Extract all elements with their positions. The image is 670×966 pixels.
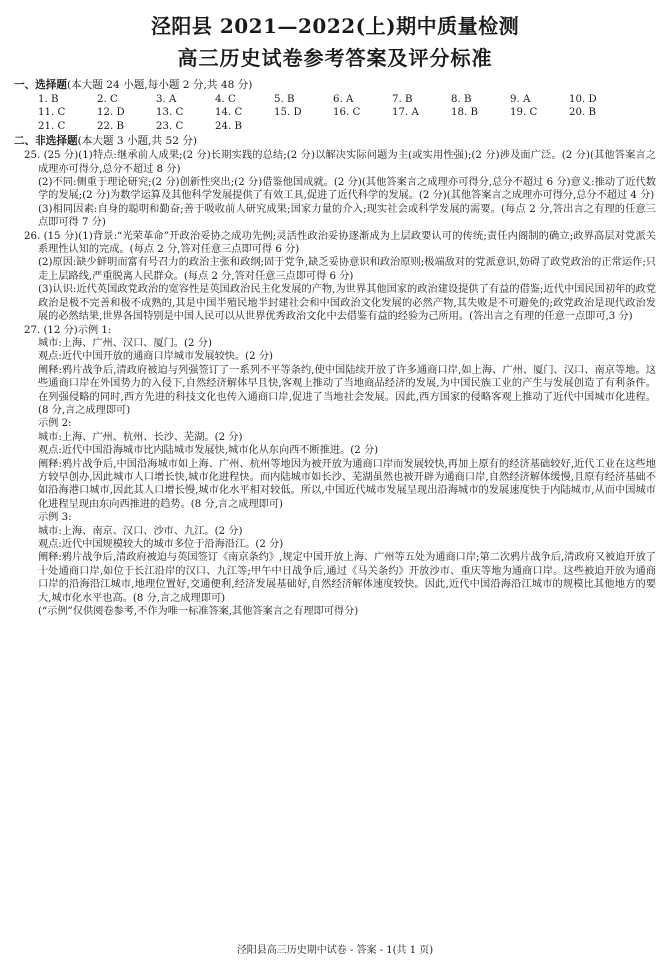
answer-item: 9. A bbox=[510, 94, 531, 105]
section-heading: 一、选择题(本大题 24 小题,每小题 2 分,共 48 分) bbox=[14, 79, 253, 91]
section-multiple-choice bbox=[14, 78, 656, 133]
answer-item: 17. A bbox=[392, 107, 419, 119]
answer-item: 16. C bbox=[333, 107, 361, 119]
answer-row bbox=[14, 120, 656, 133]
page-footer: 泾阳县高三历史期中试卷 - 答案 - 1(共 1 页) bbox=[236, 945, 434, 956]
answer-item: 8. B bbox=[451, 94, 472, 105]
exam-title: 泾阳县 2021—2022(上)期中质量检测 bbox=[150, 14, 520, 38]
answer-item: 23. C bbox=[156, 120, 184, 132]
q27-ex3-view: 观点:近代中国规模较大的城市多位于沿海沿江。(2 分) bbox=[38, 539, 284, 550]
q27-ex3-city: 城市:上海、南京、汉口、沙市、九江。(2 分) bbox=[38, 525, 243, 537]
q27-note: (“示例”仅供阅卷参考,不作为唯一标准答案,其他答案言之有理即可得分) bbox=[38, 606, 359, 618]
answer-item: 18. B bbox=[451, 107, 478, 119]
answer-item: 22. B bbox=[97, 120, 124, 132]
q26-part1: 26. (15 分)(1)背景:“光荣革命”开政治妥协之成功先例;灵活性政治妥协逐渐成为上层政要认可的传统;责任内阁制的确立;政界高层对党派关系理性认知的完成。(每点 2 分,答对任意三点即可得 6 分) bbox=[24, 230, 656, 256]
answer-item: 14. C bbox=[215, 107, 243, 119]
q27-ex2-explain: 阐释:鸦片战争后,中国沿海城市如上海、广州、杭州等地因为被开放为通商口岸而发展较快,再加上原有的经济基础较好,近代工业在这些地方较早创办,因此城市人口增长快,城市化进程快。而内陆城市如长沙、芜湖虽然也被开辟为通商口岸,自然经济解体缓慢,且原有经济基础不如沿海港口城市,因此其人口增长慢,城市化水平相对较低。所以,中国近代城市发展呈现出沿海城市的发展速度快于内陆城市,从而中国城市化进程呈现由东向西推进的趋势。(8 分,言之成理即可) bbox=[38, 458, 656, 510]
q27-ex2-view: 观点:近代中国沿海城市比内陆城市发展快,城市化从东向西不断推进。(2 分) bbox=[38, 445, 379, 457]
answer-item: 10. D bbox=[569, 94, 597, 105]
answer-item: 1. B bbox=[38, 94, 59, 105]
answer-item: 6. A bbox=[333, 94, 354, 105]
q27-ex3-explain: 阐释:鸦片战争后,清政府被迫与英国签订《南京条约》,规定中国开放上海、广州等五处为通商口岸;第二次鸦片战争后,清政府又被迫开放了十处通商口岸,如位于长江沿岸的汉口、九江等;甲午中日战争后,通过《马关条约》开放沙市、重庆等地为通商口岸。这些被迫开放为通商口岸的沿海沿江城市,地理位置好,交通便利,经济发展基础好,自然经济解体速度较快。因此,近代中国沿海沿江城市的规模比其他地方的要大,城市化水平也高。(8 分,言之成理即可) bbox=[38, 552, 656, 604]
answer-item: 24. B bbox=[215, 120, 242, 132]
q26-part3: (3)认识:近代英国政党政治的宽容性是英国政治民主化发展的产物,为世界其他国家的政治建设提供了有益的借鉴;近代中国民国初年的政党政治是极不完善和极不成熟的,其是中国半殖民地半封建社会和中国政治文化发展的必然产物,其失败是不可避免的;政党政治是现代政治发展的必然结果,世界各国特别是中国人民可以从世界优秀政治文化中去借鉴有益的经验为己所用。(答出言之有理的任意一点即可,3 分) bbox=[38, 284, 656, 323]
q25-part1: 25. (25 分)(1)特点:继承前人成果;(2 分)长期实践的总结;(2 分)以解决实际问题为主(或实用性强);(2 分)涉及面广泛。(2 分)(其他答案言之成理亦可得分,总分不超过 8 分) bbox=[24, 150, 656, 175]
answer-item: 2. C bbox=[97, 94, 118, 105]
answer-row bbox=[14, 93, 656, 106]
answer-item: 20. B bbox=[569, 107, 596, 119]
q27-intro: 27. (12 分)示例 1: bbox=[24, 324, 112, 336]
answer-item: 13. C bbox=[156, 107, 184, 119]
section-heading: 二、非选择题(本大题 3 小题,共 52 分) bbox=[14, 135, 198, 148]
q25-part2: (2)不同:侧重于理论研究;(2 分)创新性突出;(2 分)借鉴他国成就。(2 分)(其他答案言之成理亦可得分,总分不超过 6 分)意义:推动了近代数学的发展;(2 分)为数学运算及其他科学发展提供了有效工具,促进了近代科学的发展。(2 分)(其他答案言之成理亦可得分,总分不超过 4 分) bbox=[38, 177, 656, 202]
answer-item: 7. B bbox=[392, 94, 413, 105]
answer-item: 4. C bbox=[215, 94, 236, 105]
q27-ex1-city: 城市:上海、广州、汉口、厦门。(2 分) bbox=[38, 337, 212, 349]
answer-row bbox=[14, 106, 656, 119]
exam-subtitle: 高三历史试卷参考答案及评分标准 bbox=[177, 46, 493, 70]
q27-ex1-view: 观点:近代中国开放的通商口岸城市发展较快。(2 分) bbox=[38, 351, 274, 363]
q27-ex2-label: 示例 2: bbox=[38, 418, 72, 430]
answer-item: 11. C bbox=[38, 107, 66, 119]
q27-ex2-city: 城市:上海、广州、杭州、长沙、芜湖。(2 分) bbox=[38, 431, 243, 443]
answer-item: 15. D bbox=[274, 107, 302, 119]
q27-ex3-label: 示例 3: bbox=[38, 512, 72, 524]
q27-ex1-explain: 阐释:鸦片战争后,清政府被迫与列强签订了一系列不平等条约,使中国陆续开放了许多通商口岸,如上海、广州、厦门、汉口、南京等地。这些通商口岸在外国势力的入侵下,自然经济解体早且快,客观上推动了当地商品经济的发展,为中国民族工业的产生与发展创造了有利条件。在列强侵略的同时,西方先进的科技文化也传入通商口岸,促进了当地社会发展。因此,西方国家的侵略客观上推动了近代中国城市化进程。(8 分,言之成理即可) bbox=[38, 364, 656, 416]
q26-part2: (2)原因:缺少鲜明而富有号召力的政治主张和政纲;固于党争,缺乏妥协意识和政治原则;极端敌对的党派意识,妨碍了政党政治的正常运作;只走上层路线,严重脱离人民群众。(每点 2 分,答对任意三点即可得 6 分) bbox=[38, 257, 656, 282]
q25-part3: (3)相同因素:自身的聪明和勤奋;善于吸收前人研究成果;国家力量的介入;现实社会或科学发展的需要。(每点 2 分,答出言之有理的任意三点即可得 7 分) bbox=[38, 203, 656, 229]
answer-item: 21. C bbox=[38, 120, 66, 132]
answer-item: 3. A bbox=[156, 94, 177, 105]
section-essay bbox=[14, 134, 656, 618]
answer-item: 5. B bbox=[274, 94, 295, 105]
answer-item: 12. D bbox=[97, 107, 125, 119]
answer-item: 19. C bbox=[510, 107, 538, 119]
